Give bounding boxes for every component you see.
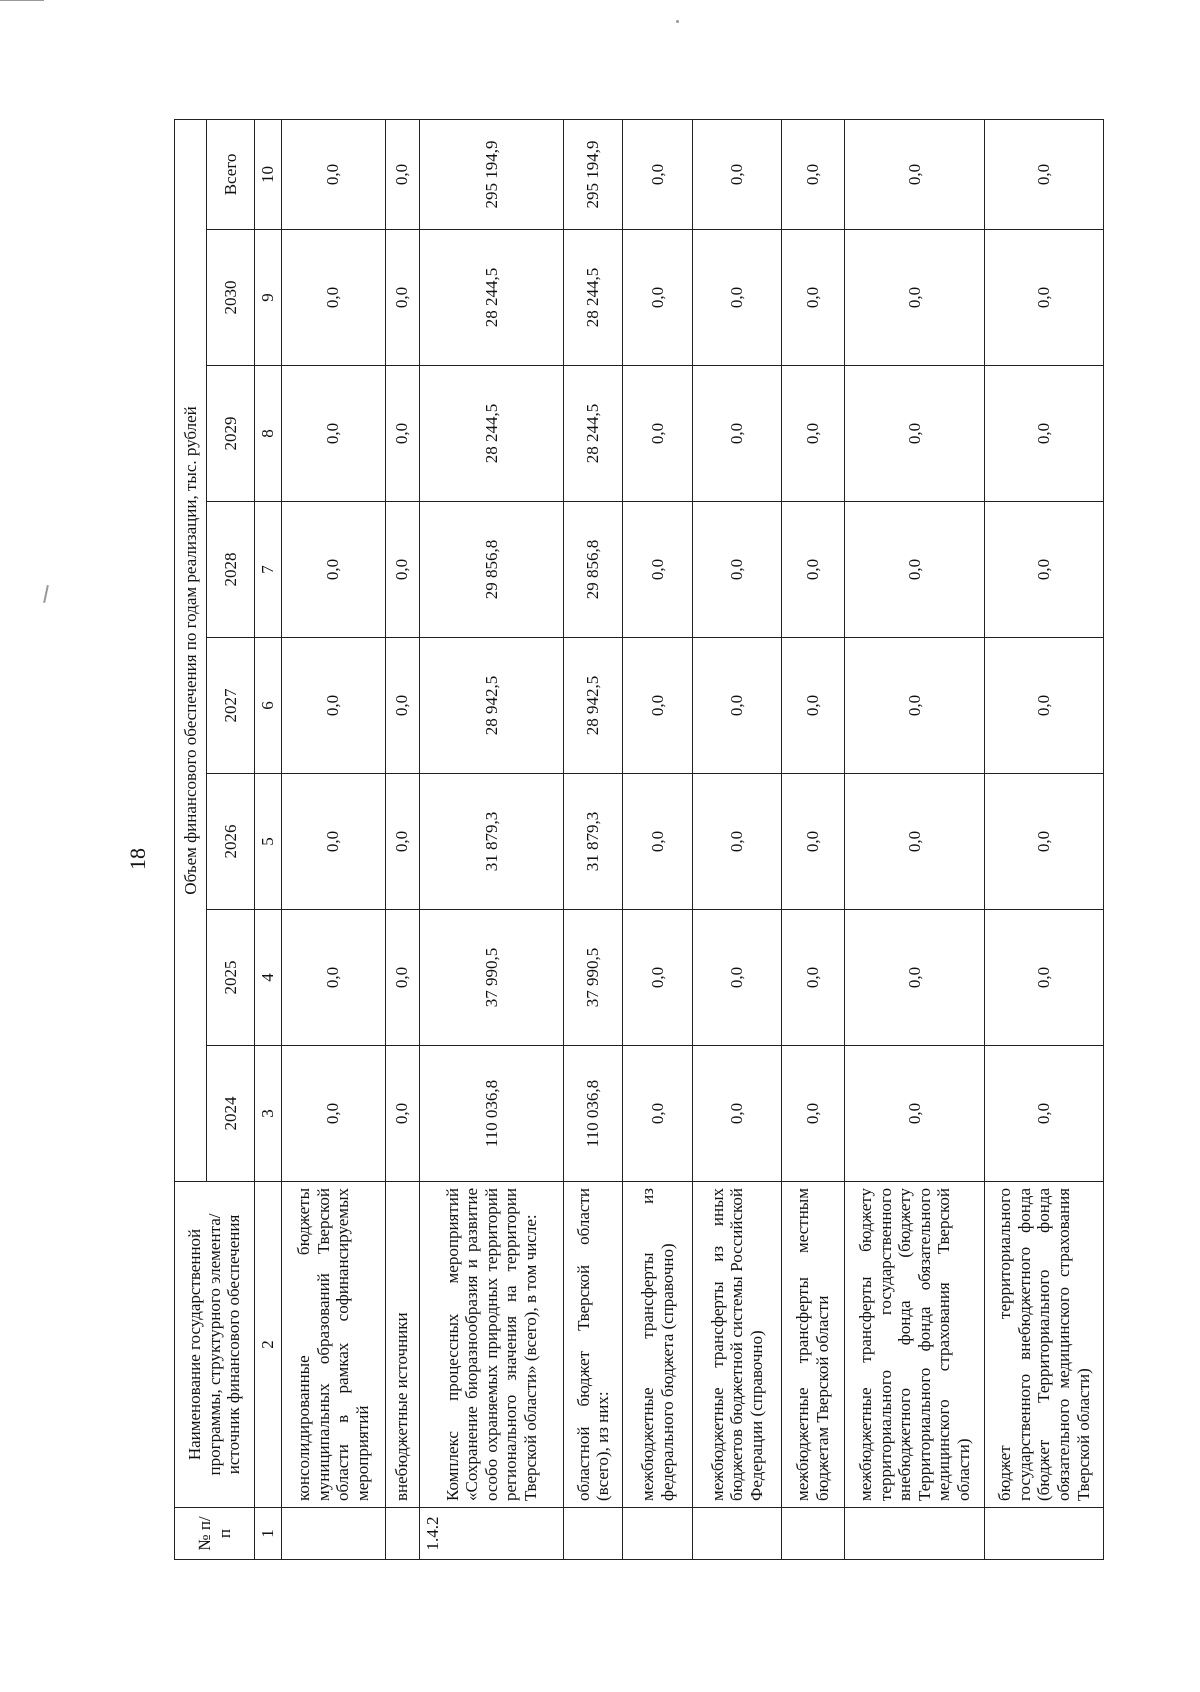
row-year-value: 0,0 xyxy=(844,366,985,502)
row-total-value: 0,0 xyxy=(693,119,781,229)
row-label: бюджет территориального государственного внебюджетного фонда (бюджет Территориального фонда обязательного медицинского страхования Тверской области) xyxy=(985,1182,1104,1508)
row-year-value: 0,0 xyxy=(985,910,1104,1046)
row-year-value: 29 856,8 xyxy=(564,502,623,638)
row-number xyxy=(693,1508,781,1560)
row-year-value: 0,0 xyxy=(623,230,693,366)
row-year-value: 0,0 xyxy=(281,638,385,774)
header-year: 2026 xyxy=(207,774,255,910)
row-number xyxy=(844,1508,985,1560)
row-year-value: 0,0 xyxy=(385,1046,419,1182)
table-body xyxy=(281,119,1103,1559)
row-year-value: 0,0 xyxy=(985,1046,1104,1182)
header-group-title: Объем финансового обеспечения по годам реализации, тыс. рублей xyxy=(175,119,207,1181)
row-year-value: 37 990,5 xyxy=(564,910,623,1046)
row-total-value: 295 194,9 xyxy=(564,119,623,229)
header-number: № п/п xyxy=(175,1508,255,1560)
row-year-value: 0,0 xyxy=(385,910,419,1046)
row-year-value: 0,0 xyxy=(281,366,385,502)
row-total-value: 0,0 xyxy=(985,119,1104,229)
header-year: 2025 xyxy=(207,910,255,1046)
row-year-value: 110 036,8 xyxy=(564,1046,623,1182)
row-year-value: 0,0 xyxy=(693,638,781,774)
header-year: 2024 xyxy=(207,1046,255,1182)
index-cell: 9 xyxy=(255,230,282,366)
header-year: 2027 xyxy=(207,638,255,774)
row-year-value: 0,0 xyxy=(781,502,844,638)
row-year-value: 0,0 xyxy=(623,1046,693,1182)
row-year-value: 29 856,8 xyxy=(419,502,564,638)
row-year-value: 0,0 xyxy=(281,230,385,366)
row-year-value: 0,0 xyxy=(781,366,844,502)
row-year-value: 0,0 xyxy=(623,502,693,638)
table-row xyxy=(281,119,385,1559)
row-number xyxy=(564,1508,623,1560)
row-number xyxy=(281,1508,385,1560)
header-year: 2028 xyxy=(207,502,255,638)
page-number: 18 xyxy=(125,848,150,870)
row-year-value: 0,0 xyxy=(693,230,781,366)
row-label: межбюджетные трансферты из федерального бюджета (справочно) xyxy=(623,1182,693,1508)
row-year-value: 0,0 xyxy=(693,774,781,910)
row-year-value: 31 879,3 xyxy=(564,774,623,910)
row-year-value: 0,0 xyxy=(385,638,419,774)
row-number xyxy=(623,1508,693,1560)
row-year-value: 0,0 xyxy=(844,230,985,366)
row-year-value: 0,0 xyxy=(281,502,385,638)
row-label: межбюджетные трансферты местным бюджетам Тверской области xyxy=(781,1182,844,1508)
row-year-value: 0,0 xyxy=(781,774,844,910)
table-row xyxy=(985,119,1104,1559)
table-row xyxy=(781,119,844,1559)
row-year-value: 0,0 xyxy=(693,366,781,502)
scan-artifact xyxy=(43,585,49,603)
row-year-value: 0,0 xyxy=(281,910,385,1046)
row-total-value: 0,0 xyxy=(281,119,385,229)
row-year-value: 28 244,5 xyxy=(419,366,564,502)
row-total-value: 0,0 xyxy=(623,119,693,229)
row-year-value: 0,0 xyxy=(385,774,419,910)
scan-artifact xyxy=(0,0,44,1)
row-year-value: 0,0 xyxy=(623,366,693,502)
index-cell: 10 xyxy=(255,119,282,229)
table-row xyxy=(564,119,623,1559)
index-cell: 1 xyxy=(255,1508,282,1560)
row-year-value: 28 244,5 xyxy=(564,230,623,366)
table-row xyxy=(844,119,985,1559)
row-year-value: 28 244,5 xyxy=(419,230,564,366)
header-year: 2029 xyxy=(207,366,255,502)
scan-artifact xyxy=(676,20,679,23)
row-number xyxy=(985,1508,1104,1560)
row-year-value: 0,0 xyxy=(781,1046,844,1182)
row-year-value: 28 942,5 xyxy=(419,638,564,774)
row-year-value: 31 879,3 xyxy=(419,774,564,910)
row-year-value: 0,0 xyxy=(781,910,844,1046)
row-year-value: 0,0 xyxy=(623,638,693,774)
index-cell: 4 xyxy=(255,910,282,1046)
row-year-value: 0,0 xyxy=(385,366,419,502)
row-number: 1.4.2 xyxy=(419,1508,564,1560)
index-cell: 3 xyxy=(255,1046,282,1182)
row-total-value: 295 194,9 xyxy=(419,119,564,229)
row-year-value: 0,0 xyxy=(985,502,1104,638)
index-cell: 2 xyxy=(255,1182,282,1508)
table-row xyxy=(419,119,564,1559)
row-year-value: 0,0 xyxy=(281,1046,385,1182)
header-year: 2030 xyxy=(207,230,255,366)
row-year-value: 0,0 xyxy=(623,910,693,1046)
row-year-value: 0,0 xyxy=(385,502,419,638)
row-label: консолидированные бюджеты муниципальных образований Тверской области в рамках софинансируемых мероприятий xyxy=(281,1182,385,1508)
row-year-value: 0,0 xyxy=(844,1046,985,1182)
table-row xyxy=(693,119,781,1559)
row-year-value: 0,0 xyxy=(281,774,385,910)
row-year-value: 37 990,5 xyxy=(419,910,564,1046)
row-year-value: 0,0 xyxy=(693,1046,781,1182)
row-year-value: 110 036,8 xyxy=(419,1046,564,1182)
row-total-value: 0,0 xyxy=(844,119,985,229)
row-year-value: 0,0 xyxy=(781,638,844,774)
row-total-value: 0,0 xyxy=(781,119,844,229)
table-row xyxy=(385,119,419,1559)
row-year-value: 0,0 xyxy=(385,230,419,366)
row-total-value: 0,0 xyxy=(385,119,419,229)
index-cell: 6 xyxy=(255,638,282,774)
header-total: Всего xyxy=(207,119,255,229)
index-cell: 7 xyxy=(255,502,282,638)
row-year-value: 0,0 xyxy=(844,910,985,1046)
row-label: межбюджетные трансферты из иных бюджетов бюджетной системы Российской Федерации (справочно) xyxy=(693,1182,781,1508)
header-name: Наименование государственной программы, структурного элемента/источник финансового обеспечения xyxy=(175,1182,255,1508)
rotated-table-wrapper xyxy=(174,120,1104,1560)
row-year-value: 0,0 xyxy=(844,638,985,774)
table-row xyxy=(623,119,693,1559)
row-year-value: 0,0 xyxy=(985,230,1104,366)
row-number xyxy=(781,1508,844,1560)
row-year-value: 0,0 xyxy=(781,230,844,366)
row-year-value: 0,0 xyxy=(985,774,1104,910)
row-year-value: 28 942,5 xyxy=(564,638,623,774)
row-label: Комплекс процессных мероприятий «Сохранение биоразнообразия и развитие особо охраняемых природных территорий регионального значения на территории Тверской области» (всего), в том числе: xyxy=(419,1182,564,1508)
row-label: внебюджетные источники xyxy=(385,1182,419,1508)
row-year-value: 0,0 xyxy=(844,774,985,910)
row-year-value: 0,0 xyxy=(985,638,1104,774)
row-year-value: 0,0 xyxy=(693,910,781,1046)
financing-table xyxy=(174,119,1104,1560)
row-year-value: 28 244,5 xyxy=(564,366,623,502)
row-year-value: 0,0 xyxy=(623,774,693,910)
row-year-value: 0,0 xyxy=(693,502,781,638)
index-cell: 8 xyxy=(255,366,282,502)
row-year-value: 0,0 xyxy=(985,366,1104,502)
row-label: межбюджетные трансферты бюджету территориального государственного внебюджетного фонда (бюджету Территориального фонда обязательного медицинского страхования Тверской области) xyxy=(844,1182,985,1508)
index-cell: 5 xyxy=(255,774,282,910)
row-number xyxy=(385,1508,419,1560)
row-year-value: 0,0 xyxy=(844,502,985,638)
row-label: областной бюджет Тверской области (всего), из них: xyxy=(564,1182,623,1508)
